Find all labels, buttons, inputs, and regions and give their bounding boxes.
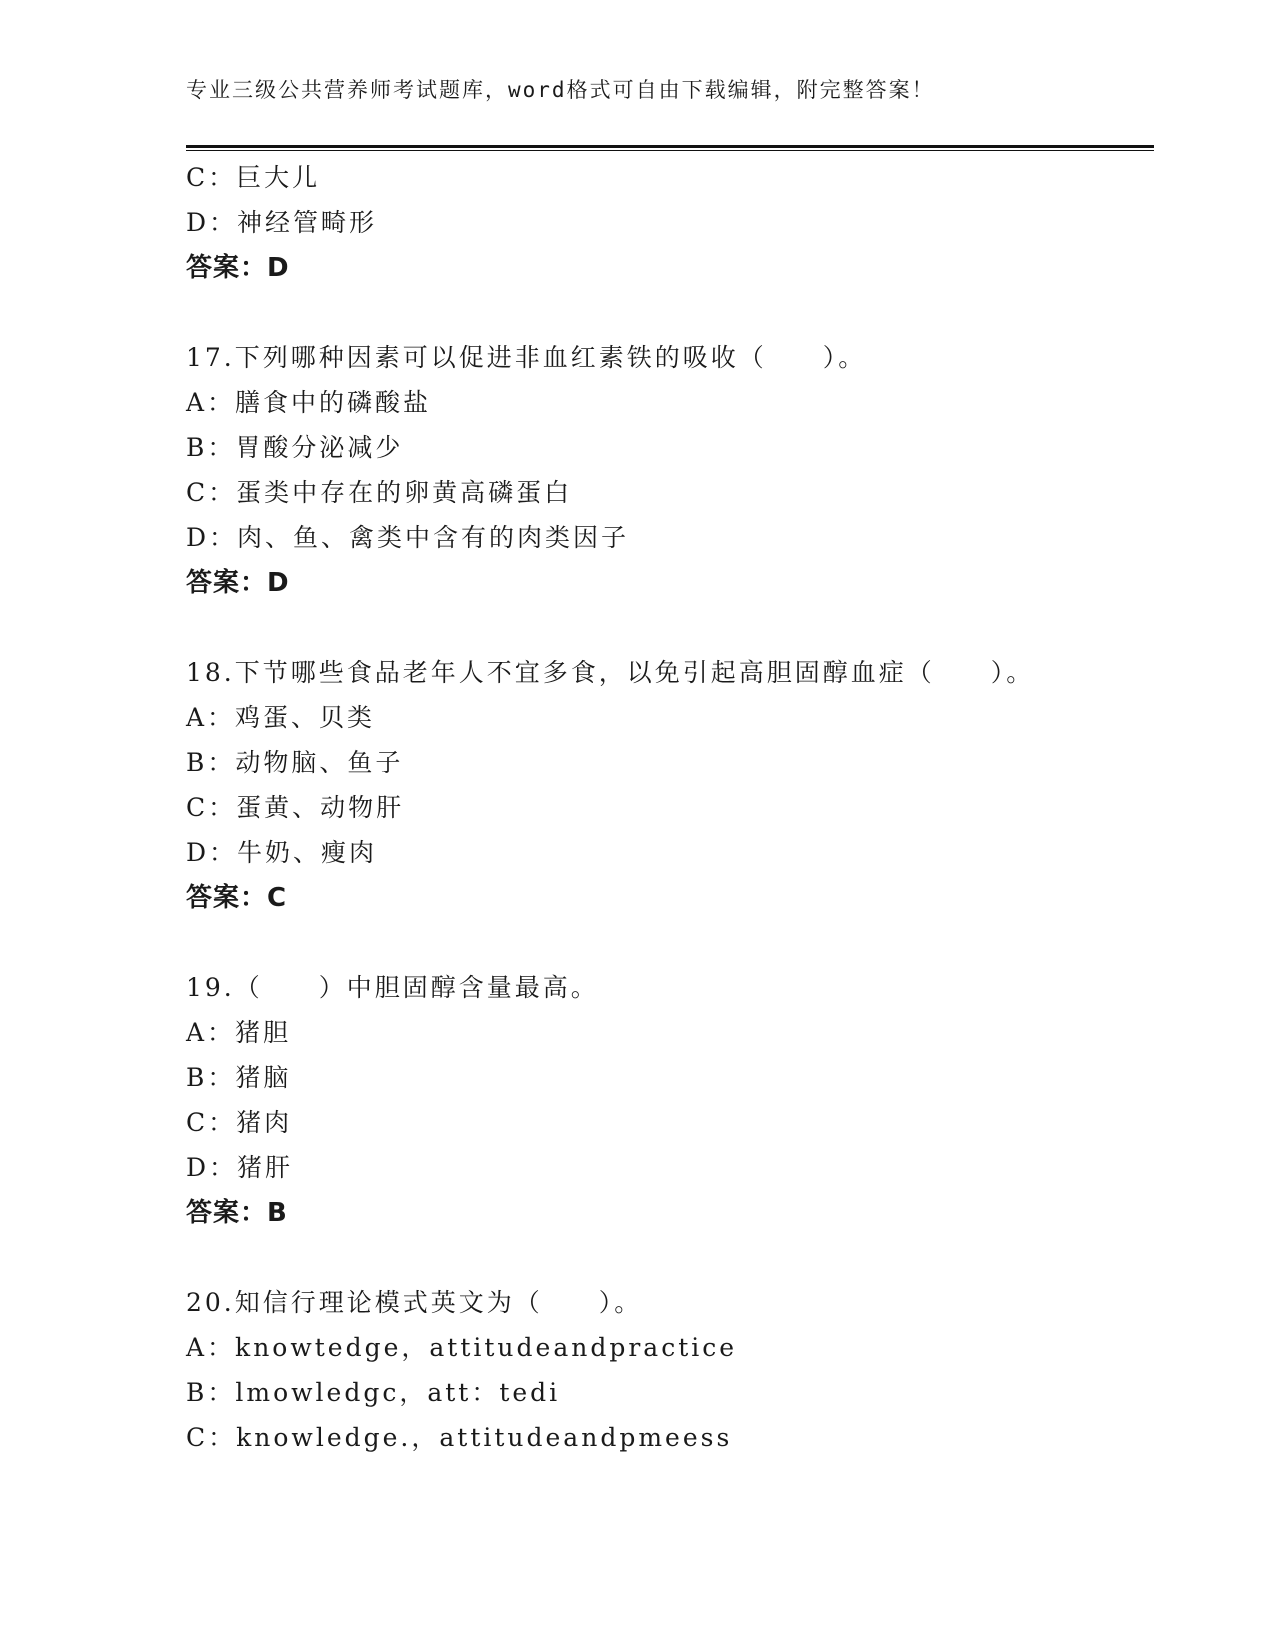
answer: 答案：C (186, 883, 288, 913)
option-d: D：牛奶、瘦肉 (186, 838, 378, 867)
option-a: A：猪胆 (186, 1018, 292, 1047)
page-header: 专业三级公共营养师考试题库，word格式可自由下载编辑，附完整答案！ (186, 78, 935, 102)
option-b: B：动物脑、鱼子 (186, 748, 404, 777)
answer: 答案：D (186, 253, 290, 283)
option-a: A：鸡蛋、贝类 (186, 703, 376, 732)
question-17: 17.下列哪种因素可以促进非血红素铁的吸收（ ）。 (186, 343, 867, 372)
option-c: C：巨大儿 (186, 163, 321, 192)
option-c: C：蛋类中存在的卵黄高磷蛋白 (186, 478, 573, 507)
answer: 答案：B (186, 1198, 288, 1228)
option-c: C：猪肉 (186, 1108, 293, 1137)
option-b: B：lmowledgc，att：tedi (186, 1378, 561, 1407)
option-a: A：膳食中的磷酸盐 (186, 388, 432, 417)
option-b: B：猪脑 (186, 1063, 292, 1092)
option-d: D：肉、鱼、禽类中含有的肉类因子 (186, 523, 630, 552)
question-19: 19.（ ）中胆固醇含量最高。 (186, 973, 599, 1002)
header-rule-thin (186, 150, 1154, 151)
option-b: B：胃酸分泌减少 (186, 433, 404, 462)
option-a: A：knowtedge，attitudeandpractice (186, 1333, 738, 1362)
header-rule-thick (186, 145, 1154, 148)
option-c: C：knowledge.，attitudeandpmeess (186, 1423, 733, 1452)
answer: 答案：D (186, 568, 290, 598)
option-d: D：神经管畸形 (186, 208, 378, 237)
option-d: D：猪肝 (186, 1153, 294, 1182)
question-20: 20.知信行理论模式英文为（ ）。 (186, 1288, 643, 1317)
option-c: C：蛋黄、动物肝 (186, 793, 405, 822)
question-18: 18.下节哪些食品老年人不宜多食，以免引起高胆固醇血症（ ）。 (186, 658, 1035, 687)
